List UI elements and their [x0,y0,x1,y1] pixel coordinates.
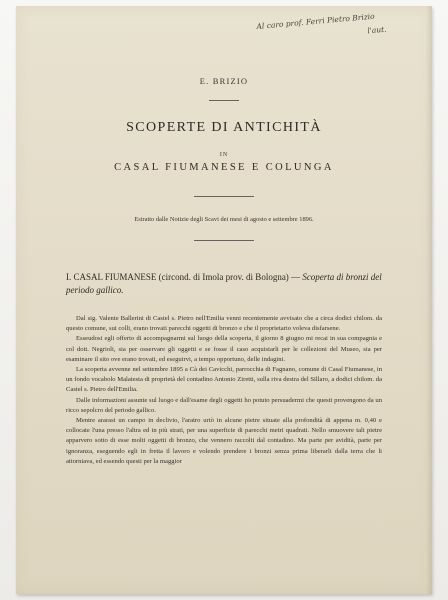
paragraph: Esseudosi egli offerto di accompagnarmi sul luogo della scoperta, il giorno 8 giugno mi recai in sua compagnia e col dott. Negrioli, sia per osservare gli oggetti e se fosse il caso acquistarli per le collezioni del Museo, sia per esaminare il sito ove erano trovati, ed eseguirvi, a tempo opportuno, delle indagini. [66,335,382,363]
section-heading-text: I. CASAL FIUMANESE (circond. di Imola prov. di Bologna) — [66,272,301,282]
paragraph: Dalle informazioni assunte sul luogo e dall'esame degli oggetti ho potuto persuadermi che questi provengono da un ricco sepolcro del periodo gallico. [66,396,382,414]
section-heading-italic: Scoperta di bronzi del periodo gallico. [66,272,382,295]
dedication-line-1: Al caro prof. Ferri Pietro Brizio [256,11,375,31]
handwritten-dedication [256,5,428,48]
paragraph: Mentre ararasi un campo in declivio, l'aratro urtò in alcune pietre situate alla profondità di appena m. 0,40 e collocate l'una presso l'altra ed in più strati, per una superficie di parecchi metri quadrati. Nello smuovere tali pietre apparvero sotto di esse molti oggetti di bronzo, che vennero raccolti dal contadino. Ma parte per avidità, parte per ignoranza, eseguendo egli in fretta il lavoro e volendo prendere i bronzi senza prima liberarli dalla terra che li attorniava, ed essendo questi per la maggior [66,417,382,465]
body-text [66,314,382,467]
paragraph: La scoperta avvenne nel settembre 1895 a Cà dei Cavicchi, parrocchia di Fagnano, comune di Casal Fiumanese, in un fondo vocabolo Malatesta di proprietà del contadino Antonio Ziretti, sulla riva destra del Sillaro, a dodici chilom. da Castel s. Pietro dell'Emilia. [66,366,382,394]
divider-upper [194,196,254,197]
divider-lower [194,240,254,241]
title-connector: IN [219,152,229,158]
paragraph: Dal sig. Valente Ballerini di Castel s. Pietro nell'Emilia venni recentemente avvisato che a circa dodici chilom. da questo comune, sui colli, erano trovati parecchi oggetti di bronzo e che il proprietario voleva disfarsene. [66,315,382,333]
dedication-line-2: l'aut. [366,24,387,36]
extract-note: Estratto dalle Notizie degli Scavi dei mesi di agosto e settembre 1896. [134,216,314,223]
page-subtitle: CASAL FIUMANESE E COLUNGA [114,162,334,173]
page-title: SCOPERTE DI ANTICHITÀ [126,120,322,135]
document-page [16,6,432,594]
author-name: E. BRIZIO [199,76,249,86]
section-heading [66,271,386,297]
divider-short [209,100,239,101]
